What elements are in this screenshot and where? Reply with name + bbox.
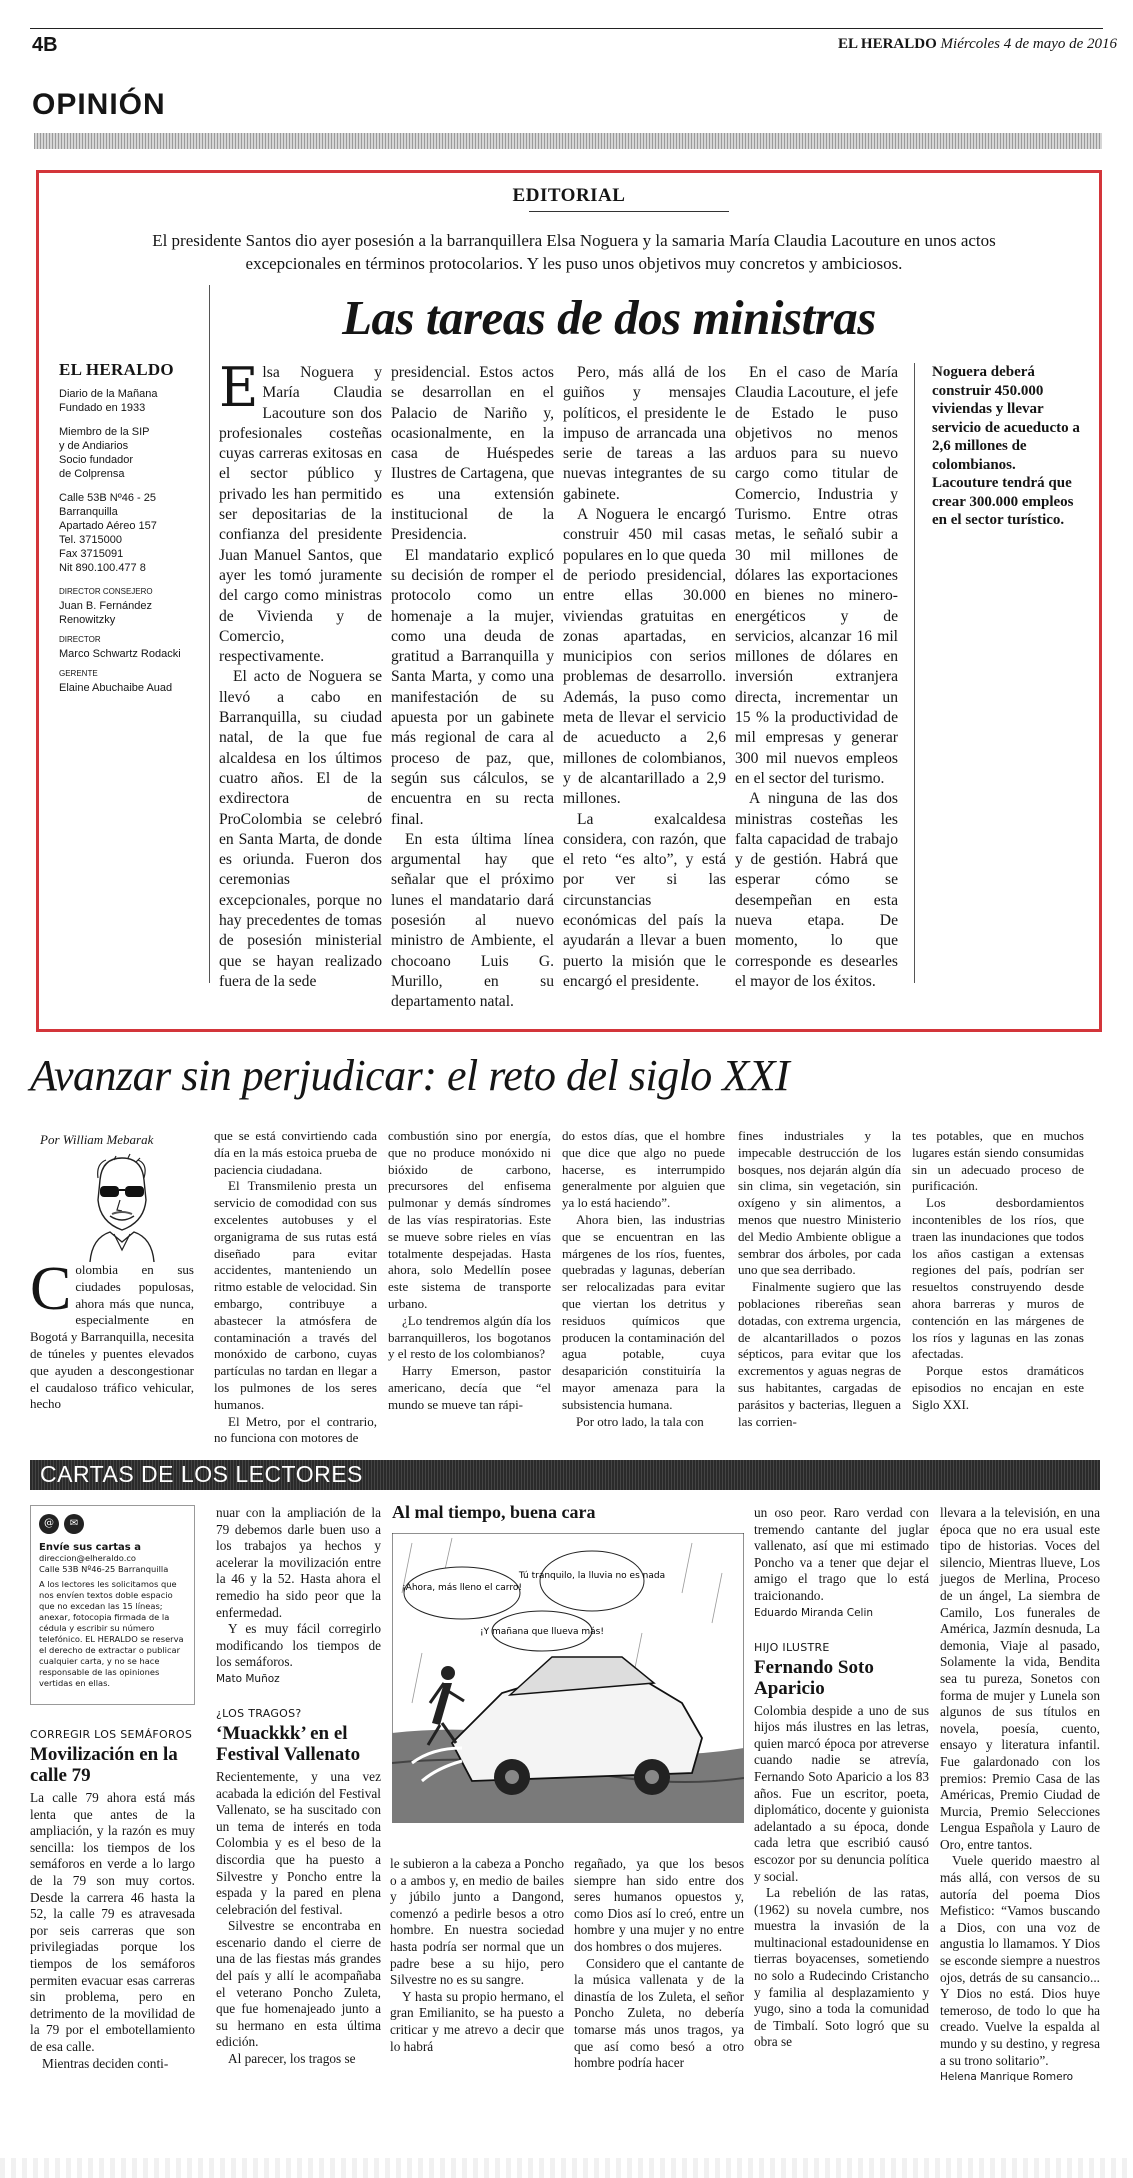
nameplate-line: Fundado en 1933 bbox=[59, 402, 146, 414]
nameplate-line: Diario de la Mañana bbox=[59, 388, 158, 400]
nameplate-name: EL HERALDO bbox=[59, 360, 174, 379]
speech-bubble-1: ¡Ahora, más lleno el carro! bbox=[402, 1583, 522, 1593]
editorial-paragraph: En esta última línea argumental hay que señalar que el próximo lunes el mandatario dará posesión al nuevo ministro de Ambiente, el chocoano Luis G. Murillo, en su departamento natal. bbox=[391, 830, 554, 1011]
nameplate-divider bbox=[209, 285, 210, 983]
page-bottom-edge bbox=[0, 2158, 1133, 2178]
letter-besos-continuation-2 bbox=[574, 1856, 744, 2072]
letter-paragraph: La calle 79 ahora está más lenta que antes de la ampliación, y la razón es muy sencilla: los tiempos de los semáforos en verde a lo largo de la 79 son muy cortos. Desde la carrera 46 hasta la 52, la calle 79 es atravesada por seis carreras que son privilegiadas porque los tiempos de los semáforos permiten evacuar esas carreras sin problema, pero en detrimento de la movilidad de la 79 por el embotellamiento de esa calle. bbox=[30, 1790, 195, 2054]
column-text-3 bbox=[388, 1128, 551, 1414]
letter-paragraph: le subieron a la cabeza a Poncho o a ambos y, en medio de bailes y júbilo junto a Dangond, comenzó a pedirle besos a otro hombre. En nuestra sociedad hasta podría ser normal que un padre bese a su hijo, pero Silvestre no es su sangre. bbox=[390, 1856, 564, 1988]
cartoon-title: Al mal tiempo, buena cara bbox=[392, 1502, 596, 1522]
issue-date: Miércoles 4 de mayo de 2016 bbox=[940, 36, 1118, 52]
column-paragraph: Harry Emerson, pastor americano, decía que “el mundo se mueve tan rápi- bbox=[388, 1363, 551, 1412]
letter-paragraph: Vuele querido maestro al más allá, con versos de su autoría del poema Dios Mefistico: “Vamos buscando a Dios, con una voz de angustia lo llamamos. Y Dios se esconde siempre a nuestros ojos, detrás de su cansancio... Y Dios no está. Dios huye temeroso, de todo lo que ha creado. Vuelve la espalda al mundo y su destino, y regresa a su trono solitario”. bbox=[940, 1853, 1100, 2068]
nameplate-line: Miembro de la SIP bbox=[59, 426, 150, 438]
editorial-cartoon bbox=[392, 1533, 744, 1823]
letter-signature: Mato Muñoz bbox=[216, 1672, 280, 1685]
editorial-headline: Las tareas de dos ministras bbox=[342, 290, 876, 345]
letter-paragraph: Y es muy fácil corregirlo modificando los tiempos de los semáforos. bbox=[216, 1621, 381, 1670]
letter-signature: Helena Manrique Romero bbox=[940, 2071, 1074, 2084]
nameplate-address: Tel. 3715000 bbox=[59, 534, 122, 546]
staff-role: DIRECTOR CONSEJERO bbox=[59, 587, 153, 596]
column-text-6 bbox=[912, 1128, 1084, 1414]
editorial-lead: El presidente Santos dio ayer posesión a la barranquillera Elsa Noguera y la samaria María Claudia Lacouture en unos actos excepcionales en términos protocolarios. Y les puso unos objetivos muy concretos y ambiciosos. bbox=[152, 231, 996, 273]
column-paragraph: ¿Lo tendremos algún día los barranquilleros, los bogotanos y el resto de los colombianos? bbox=[388, 1312, 551, 1362]
letter-paragraph: Al parecer, los tragos se bbox=[228, 2051, 356, 2067]
letter-movilizacion bbox=[30, 1728, 195, 2072]
letter-paragraph: Silvestre se encontraba en escenario dando el cierre de una de las fiestas más grandes del país y allí le acompañaba el veterano Poncho Zuleta, que fue homenajeado junto a su hermano en esta última edición. bbox=[216, 1918, 381, 2050]
speech-bubble-2: Tú tranquilo, la lluvia no es nada bbox=[518, 1571, 666, 1581]
editorial-paragraph: Pero, más allá de los guiños y mensajes políticos, el presidente le impuso de arrancada una serie de tareas a las nuevas integrantes de su gabinete. bbox=[563, 364, 726, 503]
letter-paragraph: Recientemente, y una vez acabada la edición del Festival Vallenato, se ha suscitado con un tema de interés en toda Colombia y es el beso de la discordia que ha puesto a Silvestre y Poncho entre la espada y la pared en plena celebración del festival. bbox=[216, 1768, 381, 1917]
column-paragraph: combustión sino por energía, que no produce monóxido ni bióxido de carbono, precursores del enfisema pulmonar y demás síndromes de las vías respiratorias. Este se mueve sobre rieles en vías totalmente despejadas. Hasta ahora, solo Medellín posee este sistema de transporte urbano. bbox=[388, 1128, 551, 1311]
editorial-label-rule bbox=[529, 211, 729, 212]
submission-info-box bbox=[30, 1505, 195, 1705]
letter-paragraph: Mientras deciden conti- bbox=[42, 2055, 169, 2071]
letter-signature: Eduardo Miranda Celin bbox=[754, 1606, 874, 1619]
submission-address: Calle 53B Nº46-25 Barranquilla bbox=[39, 1564, 169, 1574]
editorial-paragraph: En el caso de María Claudia Lacouture, el jefe de Estado le puso objetivos no menos arduos para su nuevo cargo como titular de Comercio, Industria y Turismo. Entre otras metas, le señaló subir a 30 mil millones de dólares las exportaciones en bienes no minero-energéticos y de servicios, alcanzar 16 mil millones de dólares en inversión extranjera directa, incrementar un 15 % la productividad de mil empresas y generar 300 mil nuevos empleos en el sector del turismo. bbox=[735, 364, 898, 787]
letter-headline: Movilización en la calle 79 bbox=[30, 1744, 178, 1786]
editorial-paragraph: El acto de Noguera se llevó a cabo en Barranquilla, su ciudad natal, de la que fue alcaldesa en los últimos cuatro años. El de la exdirectora de ProColombia se celebró en Santa Marta, de donde es oriunda. Fueron dos ceremonias excepcionales, porque no hay precedentes de tomas de posesión ministerial que se hayan realizado fuera de la sede bbox=[219, 668, 382, 990]
staff-role: GERENTE bbox=[59, 669, 98, 678]
nameplate-line: y de Andiarios bbox=[59, 440, 129, 452]
letter-paragraph: un oso peor. Raro verdad con tremendo cantante del juglar vallenato, así que mi estimado Poncho va a tener que dejar el amigo el trago que lo está traicionando. bbox=[754, 1505, 929, 1603]
top-rule bbox=[30, 28, 1103, 29]
column-paragraph: tes potables, que en muchos lugares están siendo consumidas sin un adecuado proceso de purificación. bbox=[912, 1128, 1084, 1194]
column-paragraph: El Transmilenio presta un servicio de comodidad con sus excelentes autobuses y el organigrama de sus rutas está diseñado para evitar accidentes, manteniendo un ritmo estable de velocidad. Sin embargo, contribuye a abastecer la atmósfera de contaminación a través del monóxido de carbono, cuyas partículas no tardan en llegar a los pulmones de los seres humanos. bbox=[214, 1178, 377, 1412]
nameplate-address: Barranquilla bbox=[59, 506, 118, 518]
editorial-paragraph: El mandatario explicó su decisión de romper el protocolo como un homenaje a la mujer, como una deuda de gratitud a Barranquilla y Santa Marta, y como una manifestación de su apuesta por un gabinete más regional de cara al proceso de paz, que, según sus cálculos, se encuentra en su recta final. bbox=[391, 546, 554, 828]
letter-paragraph: nuar con la ampliación de la 79 debemos darle buen uso a los trabajos ya hechos y acelerar la movilización entre la 46 y la 52. Hasta ahora el remedio ha sido peor que la enfermedad. bbox=[216, 1505, 381, 1620]
section-title: OPINIÓN bbox=[32, 88, 166, 121]
letters-section-title: CARTAS DE LOS LECTORES bbox=[40, 1461, 363, 1487]
nameplate-address: Apartado Aéreo 157 bbox=[59, 520, 157, 532]
page-number: 4B bbox=[32, 34, 58, 56]
letter-besos-continuation bbox=[390, 1856, 564, 2055]
letter-paragraph: Colombia despide a uno de sus hijos más ilustres en las letras, quien marcó época por atreverse cuando nadie se atrevía, Fernando Soto Aparicio a los 83 años. Fue un escritor, poeta, diplomático, docente y guionista adelantado a su época, donde cada letra que escribió causó escozor por su denuncia política y social. bbox=[754, 1702, 929, 1884]
staff-name: Juan B. Fernández bbox=[59, 600, 152, 612]
letter-paragraph: Y hasta su propio hermano, el gran Emilianito, se ha puesto a criticar y me atrevo a decir que lo habrá bbox=[390, 1988, 564, 2054]
letter-kicker: HIJO ILUSTRE bbox=[754, 1640, 830, 1654]
masthead bbox=[838, 36, 1117, 53]
letter-soto-continuation bbox=[940, 1505, 1100, 2083]
submission-title: Envíe sus cartas a bbox=[39, 1542, 141, 1553]
editorial-paragraph: A ninguna de las dos ministras costeñas les falta capacidad de trabajo y de gestión. Habrá que esperar cómo se desempeñan en esta nueva etapa. De momento, lo que corresponde es desearles el mayor de los éxitos. bbox=[735, 790, 898, 990]
letter-paragraph: La rebelión de las ratas, (1962) su novela cumbre, nos muestra la invasión de la multinacional estadounidense en tierras boyacenses, sometiendo no solo a Rudecindo Cristancho y familia al desplazamiento y yugo, sino a toda la comunidad de Timbalí. Soto logró que su obra se bbox=[754, 1885, 929, 2050]
submission-rules: A los lectores les solicitamos que nos envíen textos doble espacio que no excedan las 15 líneas; anexar, fotocopia firmada de la cédula y escribir su número telefónico. EL HERALDO se reserva el derecho de extractar o publicar cualquier carta, y no se hace responsable de las opiniones vertidas en ellas. bbox=[39, 1579, 184, 1688]
column-paragraph: olombia en sus ciudades populosas, ahora más que nunca, especialmente en Bogotá y Barranquilla, necesita de túneles y puentes elevados que ayuden a descongestionar el caudaloso tráfico vehicular, hecho bbox=[30, 1262, 194, 1412]
editorial-column-4 bbox=[735, 363, 898, 992]
nameplate-address: Calle 53B Nº46 - 25 bbox=[59, 492, 156, 504]
letter-headline: Fernando Soto Aparicio bbox=[754, 1656, 874, 1699]
column-paragraph: Porque estos dramáticos episodios no encajan en este Siglo XXI. bbox=[912, 1363, 1084, 1412]
column-paragraph: Ahora bien, las industrias que se encuentran en las márgenes de los ríos, fuentes, quebradas y lagunas, deberían ser relocalizadas para evitar que viertan los detritus y residuos químicos que producen la contaminación del agua potable, cuya desaparición constituiría la mayor amenaza para la subsistencia humana. bbox=[562, 1211, 725, 1412]
masthead-name: EL HERALDO bbox=[838, 36, 937, 52]
letter-kicker: CORREGIR LOS SEMÁFOROS bbox=[30, 1728, 193, 1741]
letter-headline: ‘Muackkk’ en el Festival Vallenato bbox=[216, 1722, 361, 1765]
column-text-1 bbox=[30, 1255, 194, 1413]
letter-paragraph: llevara a la televisión, en una época que no era usual este tipo de historias. Voces del silencio, Mientras llueve, Los juegos de Merlina, Proceso de un ángel, La siembra de Camilo, Los funerales de América, Jazmín desnuda, La demonia, Viaje al pasado, Solamente la vida, Bendita sea tu pureza, Sonetos con forma de mujer y Lunela son algunos de sus títulos en novela, poesía, cuento, ensayo y literatura infantil. Fue galardonado con los premios: Premio Casa de las Américas, Premio Ciudad de Murcia, Premio Selecciones Lengua Española y Lauro de Oro, entre tantos. bbox=[940, 1505, 1100, 1852]
column-headline: Avanzar sin perjudicar: el reto del siglo XXI bbox=[30, 1051, 790, 1100]
editorial-paragraph: presidencial. Estos actos se desarrollan en el Palacio de Nariño y, ocasionalmente, en la casa de Huéspedes Ilustres de Cartagena, que es una extensión institucional de la Presidencia. bbox=[391, 364, 554, 544]
nameplate-line: Socio fundador bbox=[59, 454, 133, 466]
envelope-icon: ✉ bbox=[64, 1514, 84, 1534]
staff-name: Elaine Abuchaibe Auad bbox=[59, 682, 173, 694]
nameplate bbox=[59, 360, 191, 695]
column-paragraph: Por otro lado, la tala con bbox=[576, 1413, 704, 1429]
editorial-column-2 bbox=[391, 363, 554, 1013]
column-paragraph: fines industriales y la impecable destrucción de los bosques, nos dejarán algún día sin clima, sin vegetación, sin oxígeno y sin alimentos, a menos que nuestro Ministerio del Medio Ambiente obligue a sembrar dos árboles, por cada uno que sea derribado. bbox=[738, 1128, 901, 1278]
at-sign-icon: @ bbox=[39, 1514, 59, 1534]
nameplate-line: de Colprensa bbox=[59, 468, 125, 480]
column-text-2 bbox=[214, 1128, 377, 1447]
drop-cap: C bbox=[30, 1255, 72, 1323]
editorial-box bbox=[36, 170, 1102, 1032]
column-text-5 bbox=[738, 1128, 901, 1430]
letter-soto-aparicio bbox=[754, 1505, 929, 2051]
drop-cap: E bbox=[219, 356, 259, 419]
letter-paragraph: regañado, ya que los besos siempre han sido entre dos seres humanos opuestos y, como Dios así lo creó, entre un hombre y una mujer y no entre dos hombres o dos mujeres. bbox=[574, 1856, 744, 1954]
column-paragraph: do estos días, que el hombre que dice que algo no puede hacerse, es interrumpido generalmente por alguien que ya lo está haciendo”. bbox=[562, 1128, 725, 1211]
column-byline: Por William Mebarak bbox=[40, 1132, 154, 1147]
staff-role: DIRECTOR bbox=[59, 635, 101, 644]
nameplate-address: Fax 3715091 bbox=[59, 548, 124, 560]
staff-name: Renowitzky bbox=[59, 614, 116, 626]
column-paragraph: El Metro, por el contrario, no funciona con motores de bbox=[214, 1413, 377, 1446]
editorial-label: EDITORIAL bbox=[512, 185, 626, 206]
letter-continuation bbox=[216, 1505, 381, 2068]
column-paragraph: Finalmente sugiero que las poblaciones ribereñas sean dotadas, con extrema urgencia, de alcantarillados o pozos sépticos, para evitar que los excrementos y aguas negras de sus habitantes, cargadas de parásitos y bacterias, lleguen a las corrien- bbox=[738, 1279, 901, 1429]
editorial-paragraph: La exalcaldesa considera, con razón, que el reto “es alto”, y está por ver si las circunstancias económicas del país la ayudarán a llevar a buen puerto la misión que le encargó el presidente. bbox=[563, 810, 726, 990]
column-text-4 bbox=[562, 1128, 725, 1430]
nameplate-address: Nit 890.100.477 8 bbox=[59, 562, 146, 574]
letter-kicker: ¿LOS TRAGOS? bbox=[216, 1706, 302, 1720]
author-portrait bbox=[70, 1150, 170, 1262]
editorial-paragraph: lsa Noguera y María Claudia Lacouture son dos profesionales costeñas cuyas carreras exitosas en el sector público y privado les han permitido ser depositarias de la confianza del presidente Juan Manuel Santos, que ayer les tomó juramente del cargo como ministras de Vivienda y de Comercio, respectivamente. bbox=[219, 364, 382, 666]
pull-quote: Noguera deberá construir 450.000 viviendas y llevar servicio de acueducto a 2,6 millones de colombianos. Lacouture tendrá que crear 300.000 empleos en el sector turístico. bbox=[932, 364, 1080, 528]
pullquote-divider bbox=[914, 363, 915, 983]
editorial-paragraph: A Noguera le encargó construir 450 mil casas populares en lo que queda de periodo presidencial, entre ellas 30.000 viviendas gratuitas en zonas apartadas, en municipios con serios problemas de desarrollo. Además, la puso como meta de llevar el servicio de acueducto a 2,6 millones de colombianos, y de alcantarillado a 2,9 millones. bbox=[563, 506, 726, 808]
editorial-column-3 bbox=[563, 363, 726, 992]
column-paragraph: Los desbordamientos incontenibles de los ríos, que traen las inundaciones que todos los años castigan a extensas regiones del país, podrían ser resueltos construyendo desde ahora barreras y muros de contención en las márgenes de los ríos y lagunas en las zonas afectadas. bbox=[912, 1195, 1084, 1362]
staff-name: Marco Schwartz Rodacki bbox=[59, 648, 181, 660]
submission-email: direccion@elheraldo.co bbox=[39, 1553, 137, 1563]
letter-paragraph: Considero que el cantante de la música vallenata y de la dinastía de los Zuleta, el señor Poncho Zuleta, no debería tomarse más unos tragos, ya que así como besó a otro hombre podría hacer bbox=[574, 1955, 744, 2071]
section-divider bbox=[34, 133, 1102, 149]
editorial-column-1 bbox=[219, 356, 382, 992]
speech-bubble-3: ¡Y mañana que llueva más! bbox=[480, 1627, 604, 1637]
column-paragraph: que se está convirtiendo cada día en la más estoica prueba de paciencia ciudadana. bbox=[214, 1128, 377, 1177]
